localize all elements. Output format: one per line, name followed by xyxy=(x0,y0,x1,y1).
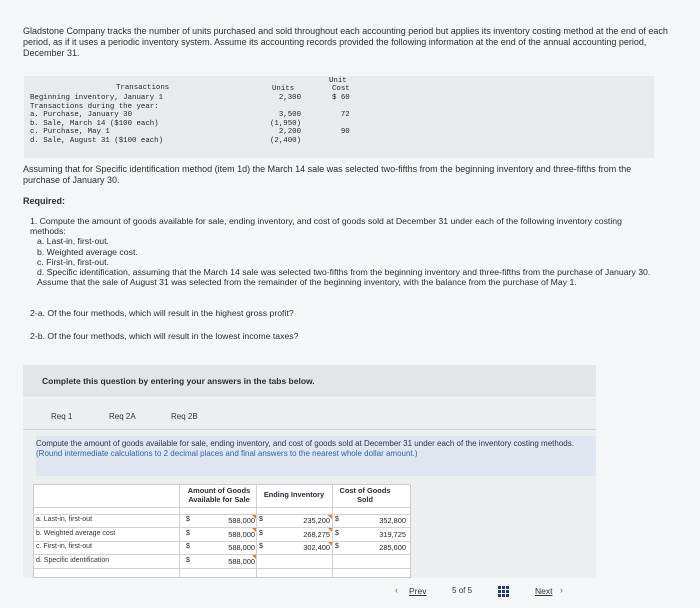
answer-marker-icon xyxy=(328,528,332,532)
transactions-header: Transactions xyxy=(116,84,170,92)
dollar-sign: $ xyxy=(259,516,263,523)
transactions-box xyxy=(24,76,654,158)
table-rule xyxy=(34,514,410,515)
next-button[interactable]: Next xyxy=(535,586,553,596)
dollar-sign: $ xyxy=(186,543,190,550)
page-total: 5 xyxy=(467,586,473,595)
instructions-note: (Round intermediate calculations to 2 decimal places and final answers to the nearest whole dollar amount.) xyxy=(36,448,418,458)
instruction-banner xyxy=(23,365,596,397)
input-ending-lifo[interactable]: 235,200 xyxy=(303,516,330,525)
row-label-lifo: a. Last-in, first-out xyxy=(36,516,93,523)
prev-button[interactable]: Prev xyxy=(409,586,427,596)
input-ending-fifo[interactable]: 302,400 xyxy=(303,543,330,552)
input-available-lifo[interactable]: 588,000 xyxy=(228,516,255,525)
required-q2a: 2-a. Of the four methods, which will result in the highest gross profit? xyxy=(30,308,294,318)
answer-marker-icon xyxy=(252,528,256,532)
unit-cost-header-line2: Cost xyxy=(332,85,350,93)
table-rule xyxy=(256,485,257,577)
required-q1-a: a. Last-in, first-out. xyxy=(37,236,109,247)
page-current: 5 xyxy=(452,586,457,595)
tab-req-2b[interactable]: Req 2B xyxy=(171,412,198,421)
row-label-specific-identification: d. Specific identification xyxy=(36,557,110,564)
dollar-sign: $ xyxy=(186,530,190,537)
table-rule xyxy=(34,554,410,555)
answer-marker-icon xyxy=(252,555,256,559)
input-available-fifo[interactable]: 588,000 xyxy=(228,543,255,552)
banner-text: Complete this question by entering your answers in the tabs below. xyxy=(42,376,315,386)
input-cogs-fifo[interactable]: 285,600 xyxy=(379,543,406,552)
input-available-specific[interactable]: 588,000 xyxy=(228,557,255,566)
grid-icon[interactable] xyxy=(498,586,509,597)
input-cogs-lifo[interactable]: 352,800 xyxy=(379,516,406,525)
input-cogs-weighted-average[interactable]: 319,725 xyxy=(379,530,406,539)
instructions-box xyxy=(36,436,596,476)
chevron-right-icon[interactable]: › xyxy=(560,585,563,595)
dollar-sign: $ xyxy=(259,530,263,537)
instructions-text xyxy=(36,439,576,459)
tab-req-1[interactable]: Req 1 xyxy=(51,412,73,421)
required-q1: 1. Compute the amount of goods available for sale, ending inventory, and cost of goods sold at December 31 under each of the following inventory costing methods: xyxy=(30,216,622,237)
required-list xyxy=(30,216,660,287)
dollar-sign: $ xyxy=(335,530,339,537)
dollar-sign: $ xyxy=(259,543,263,550)
required-q2b: 2-b. Of the four methods, which will result in the lowest income taxes? xyxy=(30,331,299,341)
dollar-sign: $ xyxy=(335,516,339,523)
instructions-main: Compute the amount of goods available for sale, ending inventory, and cost of goods sold at December 31 under each of the inventory costing methods. xyxy=(36,439,574,448)
table-rule xyxy=(34,507,410,508)
table-rule xyxy=(34,568,410,569)
table-rule xyxy=(34,527,410,528)
answer-marker-icon xyxy=(252,515,256,519)
transaction-labels: Beginning inventory, January 1 Transactions during the year: a. Purchase, January 30 b. Sale, March 14 ($100 each) c. Purchase, May 1 d. Sale, August 31 ($100 each) xyxy=(30,94,164,145)
unit-cost-header-line1: Unit xyxy=(329,77,347,85)
required-q1-d: d. Specific identification, assuming that the March 14 sale was selected two-fifths from the beginning inventory and three-fifths from the purchase of January 30. Assume that the sale of August 31 was selected from the remainder of the beginning inventory, with the balance from the purchase of May 1. xyxy=(37,267,651,288)
col-header-ending-inventory: Ending Inventory xyxy=(263,490,325,499)
table-rule xyxy=(34,541,410,542)
page-of-label: of xyxy=(458,586,466,595)
chevron-left-icon[interactable]: ‹ xyxy=(395,585,398,595)
input-ending-weighted-average[interactable]: 268,275 xyxy=(303,530,330,539)
input-available-weighted-average[interactable]: 588,000 xyxy=(228,530,255,539)
required-q1-c: c. First-in, first-out. xyxy=(37,256,109,267)
intro-text: Gladstone Company tracks the number of units purchased and sold throughout each accounting period but applies its inventory costing method at the end of each period, as if it uses a periodic inventory system. Assume its accounting records provided the following information at the end of the annual accounting period, December 31. xyxy=(23,26,668,58)
dollar-sign: $ xyxy=(335,543,339,550)
page-indicator xyxy=(452,586,472,595)
tab-divider xyxy=(23,429,596,430)
required-heading: Required: xyxy=(23,196,66,206)
tab-req-2a[interactable]: Req 2A xyxy=(109,412,136,421)
table-rule xyxy=(179,485,180,577)
transaction-unit-costs: $ 60 72 90 xyxy=(332,94,350,137)
table-rule xyxy=(332,485,333,577)
row-label-fifo: c. First-in, first-out xyxy=(36,543,93,550)
transaction-units: 2,300 3,500 (1,950) 2,200 (2,400) xyxy=(270,94,302,145)
required-q1-b: b. Weighted average cost. xyxy=(37,246,138,257)
answer-table xyxy=(33,484,411,578)
answer-marker-icon xyxy=(328,542,332,546)
dollar-sign: $ xyxy=(186,557,190,564)
dollar-sign: $ xyxy=(186,516,190,523)
col-header-cogs: Cost of Goods Sold xyxy=(339,486,391,504)
answer-marker-icon xyxy=(328,515,332,519)
row-label-weighted-average: b. Weighted average cost xyxy=(36,530,116,537)
assumption-text: Assuming that for Specific identification method (item 1d) the March 14 sale was selected two-fifths from the beginning inventory and three-fifths from the purchase of January 30. xyxy=(23,164,632,185)
units-header: Units xyxy=(272,85,295,93)
col-header-available: Amount of Goods Available for Sale xyxy=(187,486,251,504)
